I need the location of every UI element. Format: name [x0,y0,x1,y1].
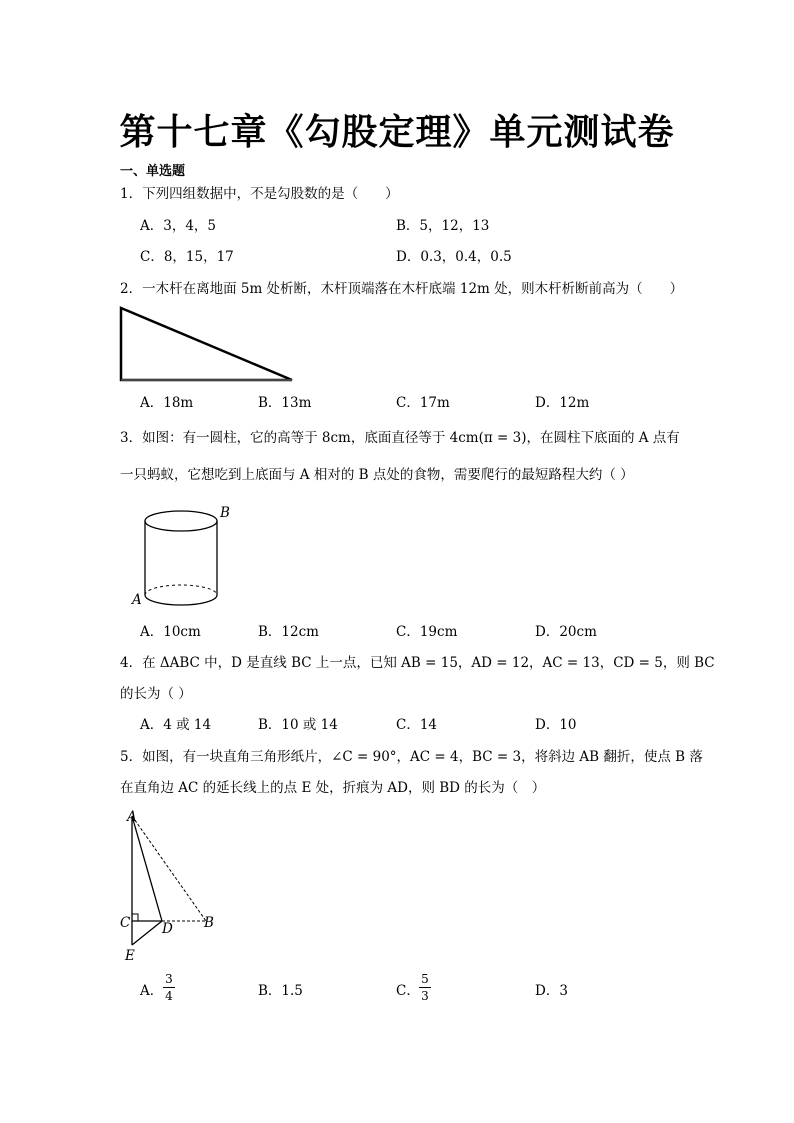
q5-label-e: E [125,948,135,964]
q4-stem-line1: 4．在 ΔABC 中，D 是直线 BC 上一点，已知 AB = 15，AD = 12，AC = 13，CD = 5，则 BC [120,655,715,671]
q3-option-c: C．19cm [396,624,458,640]
q1-option-a: A．3，4，5 [140,218,217,234]
q5-option-a-numerator: 3 [165,972,173,986]
q2-option-d: D．12m [535,395,590,411]
q2-triangle-figure [120,306,296,384]
q4-stem-line2: 的长为（ ） [120,686,192,702]
q5-option-a-prefix: A． [140,983,164,999]
q5-label-a: A [127,809,137,825]
q3-option-b: B．12cm [258,624,319,640]
page-title: 第十七章《勾股定理》单元测试卷 [119,111,675,153]
q5-stem-line2: 在直角边 AC 的延长线上的点 E 处，折痕为 AD，则 BD 的长为（ ） [120,780,546,796]
q1-option-b: B．5，12，13 [396,218,490,234]
q4-option-a: A．4 或 14 [140,717,212,733]
q5-option-c-denominator: 3 [421,989,429,1003]
q2-option-a: A．18m [140,395,194,411]
q1-option-d: D．0.3，0.4，0.5 [396,249,512,265]
q4-option-d: D．10 [535,717,577,733]
q5-stem-line1: 5．如图，有一块直角三角形纸片，∠C = 90°，AC = 4，BC = 3，将斜边 AB 翻折，使点 B 落 [120,749,703,765]
q3-label-a: A [132,592,142,608]
q2-stem: 2．一木杆在离地面 5m 处析断，木杆顶端落在木杆底端 12m 处，则木杆析断前高为（ ） [120,281,684,297]
q3-option-d: D．20cm [535,624,597,640]
q1-stem: 1．下列四组数据中，不是勾股数的是（ ） [120,186,399,202]
q1-option-c: C．8，15，17 [140,249,234,265]
q5-option-c-numerator: 5 [421,972,429,986]
q3-stem-line2: 一只蚂蚁，它想吃到上底面与 A 相对的 B 点处的食物，需要爬行的最短路程大约（ ） [120,467,634,483]
q5-label-c: C [120,915,131,931]
q2-option-c: C．17m [396,395,450,411]
q5-option-c-prefix: C． [396,983,420,999]
q5-option-a-fraction [163,973,175,1002]
q5-option-c-fraction [419,973,431,1002]
q4-option-b: B．10 或 14 [258,717,338,733]
q3-stem-line1: 3．如图：有一圆柱，它的高等于 8cm，底面直径等于 4cm(π = 3)，在圆柱下底面的 A 点有 [120,430,680,446]
q5-option-b: B．1.5 [258,983,303,999]
q3-label-b: B [220,505,230,521]
q4-option-c: C．14 [396,717,438,733]
q2-option-b: B．13m [258,395,312,411]
q5-label-d: D [162,921,173,937]
q5-option-a-denominator: 4 [165,989,173,1003]
q3-option-a: A．10cm [140,624,201,640]
q5-option-d: D．3 [535,983,568,999]
q5-label-b: B [204,915,214,931]
q5-fold-triangle-figure [120,808,230,968]
section-heading: 一、单选题 [120,164,186,179]
